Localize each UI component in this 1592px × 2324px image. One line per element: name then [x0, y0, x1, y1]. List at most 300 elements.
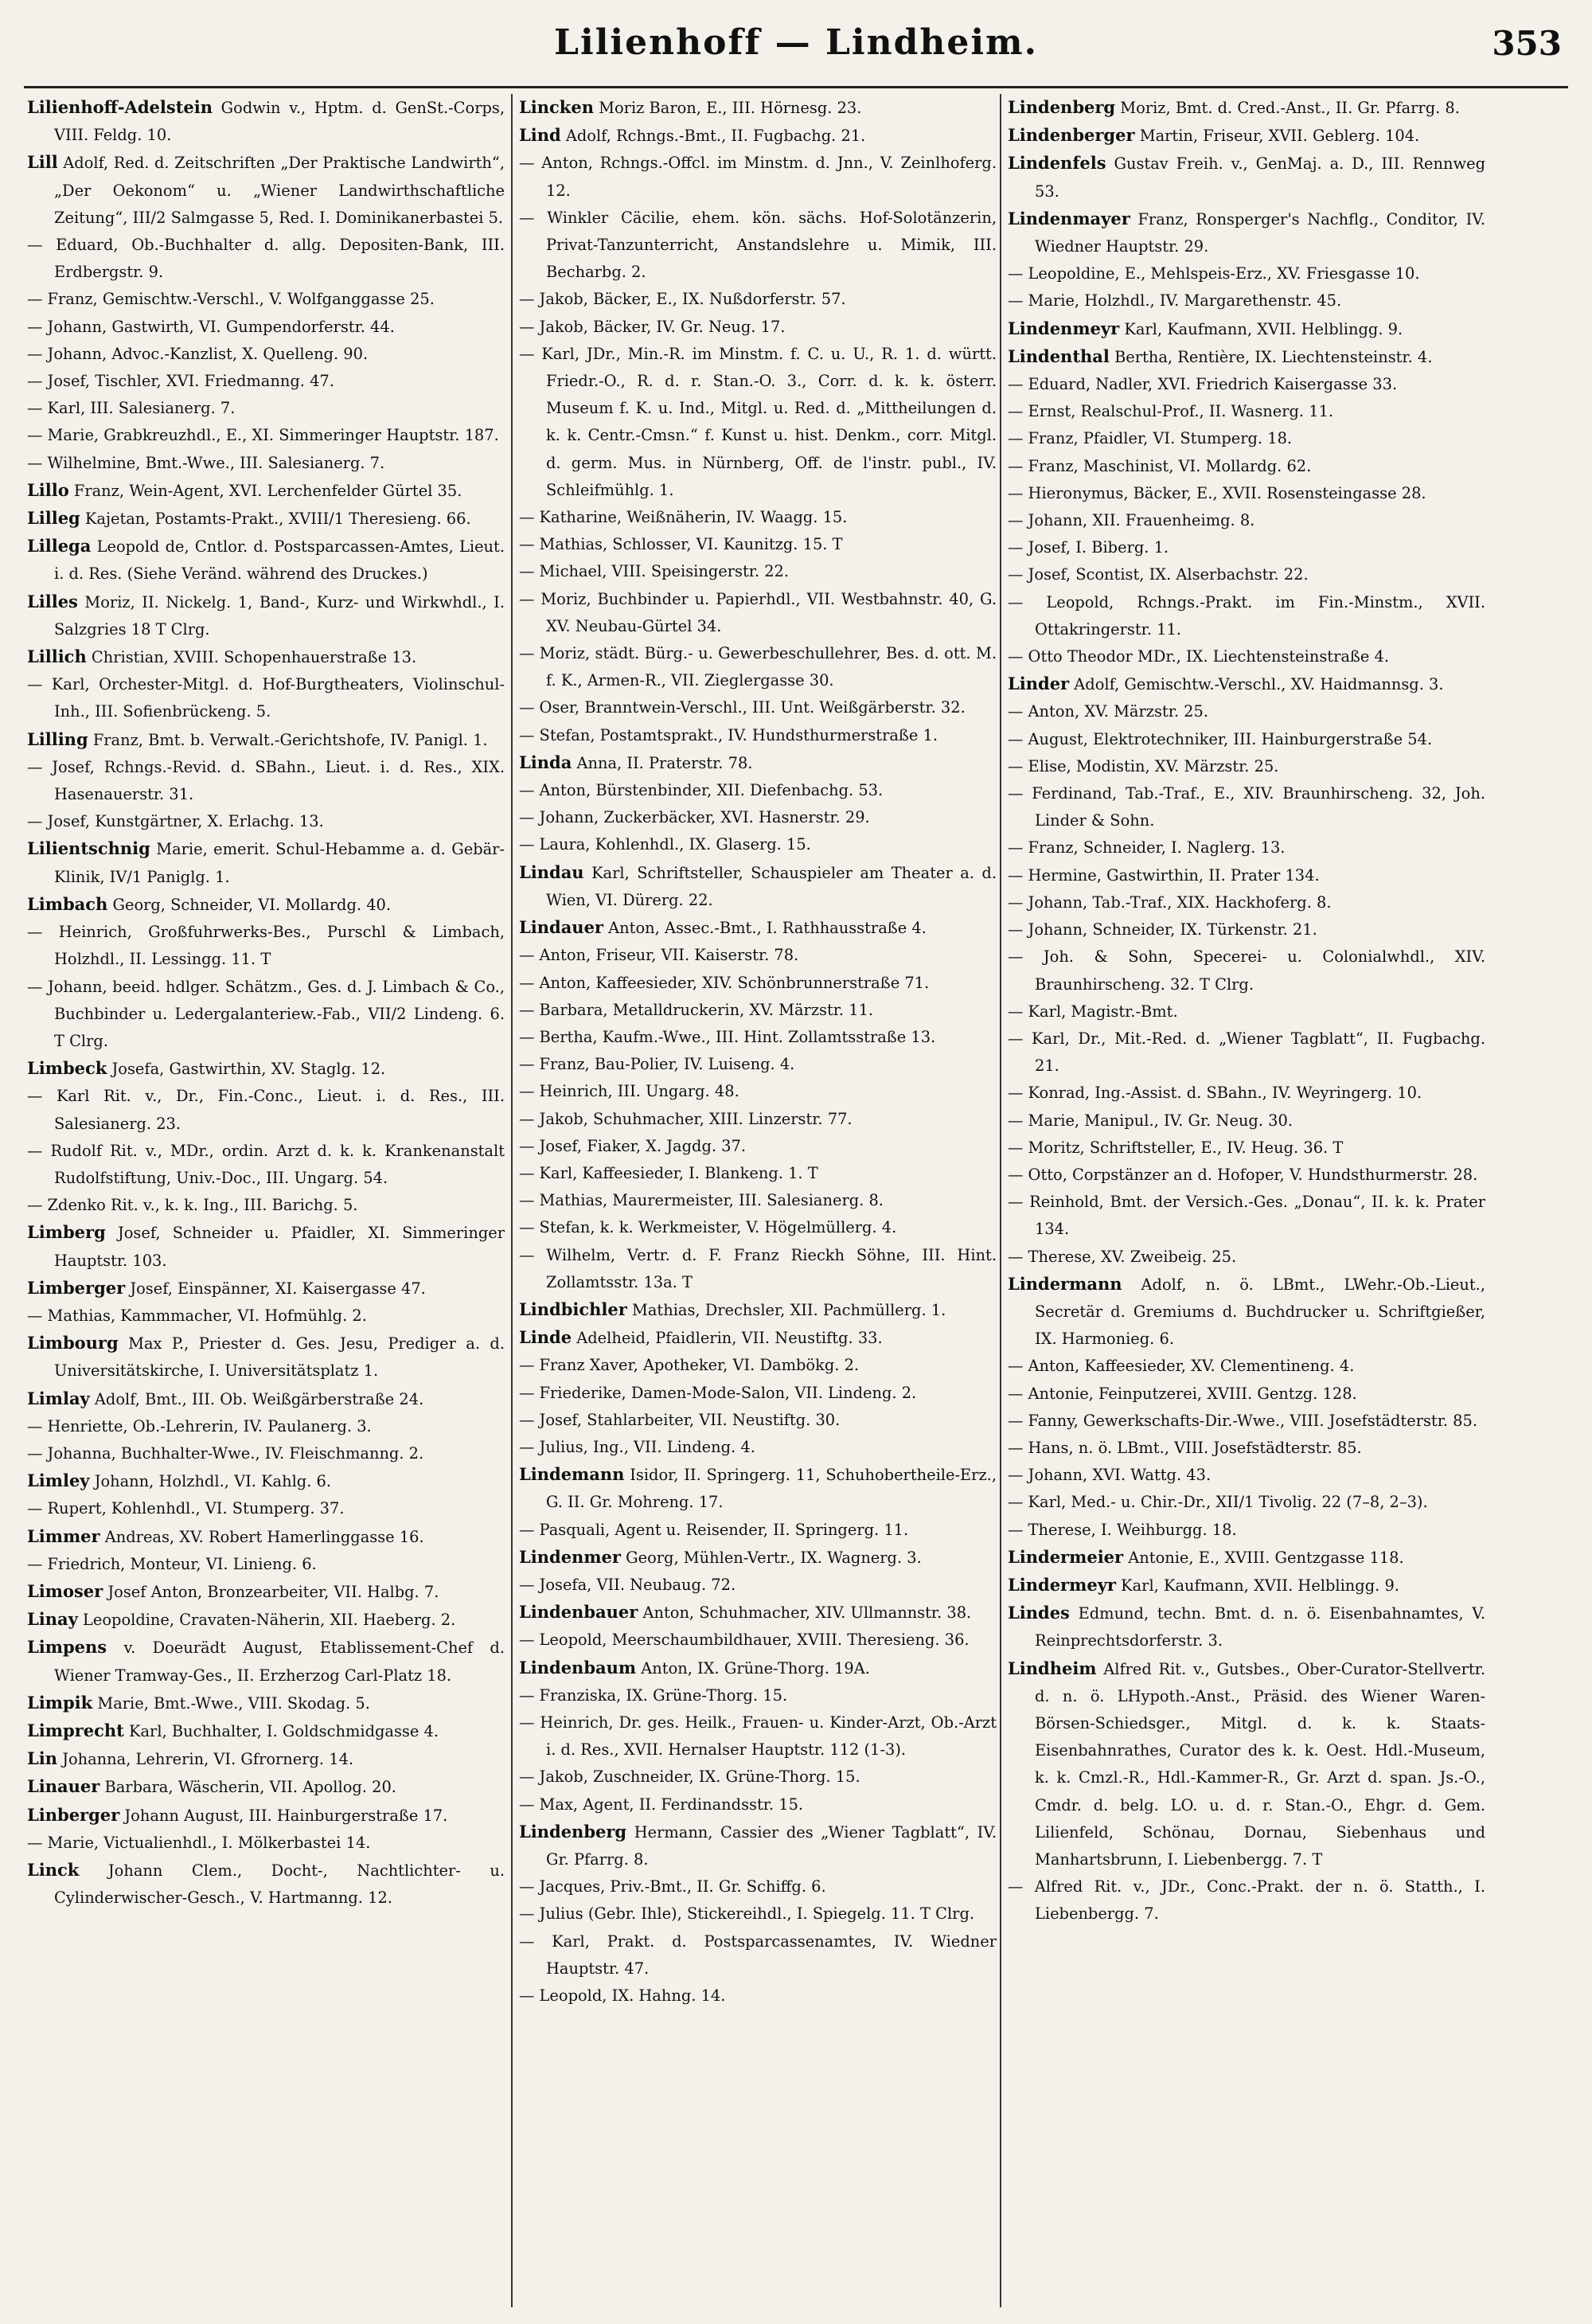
entry-details: Leopold de, Cntlor. d. Postsparcassen-Amtes, Lieut. i. d. Res. (Siehe Veränd. während des Druckes.)	[54, 537, 505, 584]
entry-details: Adelheid, Pfaidlerin, VII. Neustiftg. 33.	[576, 1329, 883, 1348]
directory-entry	[519, 1764, 997, 1791]
entry-details: Anton, Assec.-Bmt., I. Rathhausstraße 4.	[608, 919, 927, 938]
entry-details: Max P., Priester d. Ges. Jesu, Prediger a. d. Universitätskirche, I. Universitätsplatz 1.	[54, 1334, 505, 1381]
directory-entry	[519, 694, 997, 721]
entry-details: — Josef, Fiaker, X. Jagdg. 37.	[519, 1136, 747, 1155]
entry-surname: Linauer	[27, 1776, 100, 1797]
directory-entry	[27, 891, 505, 919]
entry-surname: Lindenmeyr	[1008, 318, 1120, 338]
directory-entry	[27, 1857, 505, 1912]
entry-details: — Johanna, Buchhalter-Wwe., IV. Fleischmanng. 2.	[27, 1443, 424, 1463]
directory-entry	[1008, 480, 1485, 507]
entry-surname: Limpik	[27, 1692, 93, 1713]
entry-details: — Eduard, Ob.-Buchhalter d. allg. Depositen-Bank, III. Erdbergstr. 9.	[27, 236, 505, 282]
entry-details: — Laura, Kohlenhdl., IX. Glaserg. 15.	[519, 835, 811, 854]
directory-entry	[1008, 670, 1485, 698]
entry-surname: Lindes	[1008, 1603, 1070, 1623]
entry-details: — Karl, JDr., Min.-R. im Minstm. f. C. u. U., R. 1. d. württ. Friedr.-O., R. d. r. Stan.-O. 3., Corr. d. k. k. österr. Museum f. K. u. Ind., Mitgl. u. Red. d. „Mittheilungen d. k. k. Centr.-Cmsn.“ f. Kunst u. hist. Denkm., corr. Mitgl. d. germ. Mus. in Nürnberg, Off. de l'instr. publ., IV. Schleifmühlg. 1.	[519, 344, 997, 499]
directory-entry	[519, 1873, 997, 1900]
entry-surname: Lindenfels	[1008, 153, 1106, 174]
directory-entry	[519, 314, 997, 341]
directory-entry	[27, 1745, 505, 1773]
entry-details: Karl, Buchhalter, I. Goldschmidgasse 4.	[129, 1721, 439, 1740]
entry-details: Martin, Friseur, XVII. Geblerg. 104.	[1139, 127, 1420, 146]
entry-details: Andreas, XV. Robert Hamerlinggasse 16.	[104, 1527, 424, 1546]
directory-entry	[1008, 1381, 1485, 1408]
entry-details: — Moriz, städt. Bürg.- u. Gewerbeschullehrer, Bes. d. ott. M. f. K., Armen-R., VII. Zieglergasse 30.	[519, 644, 997, 690]
entry-details: — Eduard, Nadler, XVI. Friedrich Kaisergasse 33.	[1008, 375, 1398, 394]
entry-details: — Therese, XV. Zweibeig. 25.	[1008, 1247, 1237, 1266]
directory-entry	[519, 1928, 997, 1982]
directory-entry	[27, 1413, 505, 1440]
entry-details: Leopoldine, Cravaten-Näherin, XII. Haeberg. 2.	[83, 1611, 456, 1630]
entry-surname: Lilles	[27, 591, 78, 611]
directory-entry	[1008, 1435, 1485, 1462]
entry-details: — Julius (Gebr. Ihle), Stickereihdl., I. Spiegelg. 11. T Clrg.	[519, 1904, 975, 1924]
directory-entry	[1008, 1544, 1485, 1572]
directory-entry	[519, 1627, 997, 1654]
directory-entry	[519, 1434, 997, 1461]
entry-surname: Limlay	[27, 1388, 90, 1408]
entry-details: — Franz, Bau-Polier, IV. Luiseng. 4.	[519, 1055, 795, 1074]
directory-entry	[519, 640, 997, 694]
directory-entry	[1008, 1271, 1485, 1353]
directory-entry	[1008, 726, 1485, 753]
entry-details: — Oser, Branntwein-Verschl., III. Unt. Weißgärberstr. 32.	[519, 698, 966, 717]
directory-entry	[1008, 122, 1485, 150]
directory-entry	[519, 1352, 997, 1379]
directory-entry	[27, 1440, 505, 1467]
entry-details: — Karl, Orchester-Mitgl. d. Hof-Burgtheaters, Violinschul-Inh., III. Sofienbrückeng. 5.	[27, 675, 505, 721]
directory-entry	[519, 1380, 997, 1407]
entry-details: — Jakob, Bäcker, IV. Gr. Neug. 17.	[519, 317, 786, 336]
entry-details: — Franziska, IX. Grüne-Thorg. 15.	[519, 1685, 788, 1705]
entry-details: — Rupert, Kohlenhdl., VI. Stumperg. 37.	[27, 1499, 345, 1518]
directory-column-2	[519, 94, 997, 2307]
directory-entry	[519, 1051, 997, 1078]
entry-details: Bertha, Rentière, IX. Liechtensteinstr. 4.	[1114, 347, 1433, 366]
entry-details: Johann Clem., Docht-, Nachtlichter- u. Cylinderwischer-Gesch., V. Hartmanng. 12.	[54, 1861, 505, 1908]
entry-surname: Limprecht	[27, 1720, 124, 1740]
directory-entry	[519, 341, 997, 504]
entry-details: — Anton, Bürstenbinder, XII. Diefenbachg. 53.	[519, 781, 884, 800]
directory-entry	[27, 1551, 505, 1578]
entry-details: — Anton, XV. Märzstr. 25.	[1008, 702, 1209, 721]
directory-entry	[1008, 205, 1485, 260]
directory-entry	[519, 997, 997, 1024]
entry-surname: Limmer	[27, 1525, 100, 1546]
directory-entry	[27, 835, 505, 890]
entry-details: — Michael, VIII. Speisingerstr. 22.	[519, 562, 790, 581]
entry-surname: Lindermeier	[1008, 1546, 1124, 1567]
entry-details: — Karl, Med.- u. Chir.-Dr., XII/1 Tivolig. 22 (7–8, 2–3).	[1008, 1493, 1428, 1512]
entry-details: Johann August, III. Hainburgerstraße 17.	[124, 1806, 448, 1825]
entry-details: — Bertha, Kaufm.-Wwe., III. Hint. Zollamtsstraße 13.	[519, 1027, 936, 1046]
directory-entry	[519, 1133, 997, 1160]
directory-entry	[27, 1578, 505, 1606]
entry-surname: Lindenthal	[1008, 346, 1110, 366]
entry-details: Josef Anton, Bronzearbeiter, VII. Halbg. 7.	[107, 1582, 439, 1601]
entry-details: — Heinrich, Großfuhrwerks-Bes., Purschl & Limbach, Holzhdl., II. Lessingg. 11. T	[27, 923, 505, 969]
directory-entry	[27, 1083, 505, 1137]
entry-details: — Josef, Stahlarbeiter, VII. Neustiftg. 30.	[519, 1410, 841, 1429]
directory-entry	[1008, 343, 1485, 371]
entry-details: Georg, Schneider, VI. Mollardg. 40.	[112, 895, 392, 914]
directory-entry	[1008, 698, 1485, 725]
entry-surname: Lindbichler	[519, 1299, 627, 1319]
directory-entry	[519, 1106, 997, 1133]
entry-details: — Mathias, Kammmacher, VI. Hofmühlg. 2.	[27, 1306, 367, 1325]
directory-entry	[1008, 1080, 1485, 1107]
entry-details: — Stefan, Postamtsprakt., IV. Hundsthurmerstraße 1.	[519, 725, 938, 744]
directory-entry	[519, 1791, 997, 1818]
entry-details: — Jakob, Zuschneider, IX. Grüne-Thorg. 15.	[519, 1767, 860, 1787]
directory-entry	[27, 671, 505, 725]
directory-entry	[519, 1242, 997, 1296]
entry-details: — Barbara, Metalldruckerin, XV. Märzstr. 11.	[519, 1000, 874, 1019]
directory-entry	[27, 477, 505, 505]
entry-details: — Friedrich, Monteur, VI. Linieng. 6.	[27, 1554, 317, 1573]
directory-entry	[1008, 150, 1485, 205]
directory-entry	[27, 1055, 505, 1083]
entry-surname: Lilleg	[27, 508, 80, 529]
entry-surname: Lindenberg	[519, 1821, 627, 1842]
directory-entry	[27, 422, 505, 449]
entry-details: Marie, Bmt.-Wwe., VIII. Skodag. 5.	[97, 1693, 370, 1713]
directory-entry	[519, 286, 997, 313]
directory-entry	[519, 1517, 997, 1544]
entry-surname: Lillich	[27, 646, 87, 667]
directory-entry	[519, 94, 997, 122]
entry-surname: Linay	[27, 1609, 78, 1630]
directory-entry	[519, 150, 997, 204]
entry-surname: Limoser	[27, 1580, 103, 1601]
directory-entry	[27, 94, 505, 149]
entry-details: Adolf, Red. d. Zeitschriften „Der Praktische Landwirth“, „Der Oekonom“ u. „Wiener Landwirthschaftliche Zeitung“, III/2 Salmgasse 5, Red. I. Dominikanerbastei 5.	[54, 154, 505, 227]
entry-details: Hermann, Cassier des „Wiener Tagblatt“, IV. Gr. Pfarrg. 8.	[546, 1822, 997, 1869]
entry-surname: Limberger	[27, 1277, 126, 1298]
entry-details: — Franz Xaver, Apotheker, VI. Dambökg. 2.	[519, 1356, 860, 1375]
entry-surname: Lillega	[27, 536, 92, 557]
entry-details: Adolf, Rchngs.-Bmt., II. Fugbachg. 21.	[565, 127, 866, 146]
entry-details: — Leopoldine, E., Mehlspeis-Erz., XV. Friesgasse 10.	[1008, 264, 1420, 283]
directory-entry	[27, 1385, 505, 1413]
entry-details: Alfred Rit. v., Gutsbes., Ober-Curator-Stellvertr. d. n. ö. LHypoth.-Anst., Präsid. des Wiener Waren-Börsen-Schiedsger., Mitgl. d. k. k. Staats-Eisenbahnrathes, Curator des k. k. Oest. Hdl.-Museum, k. k. Cmzl.-R., Hdl.-Kammer-R., Gr. Arzt d. span. Js.-O., Cmdr. d. belg. LO. u. d. r. Stan.-O., Ehgr. d. Gem. Lilienfeld, Schönau, Dornau, Siebenhaus und Manhartsbrunn, I. Liebenbergg. 7. T	[1035, 1659, 1485, 1869]
entry-surname: Lincken	[519, 97, 594, 117]
directory-entry	[27, 643, 505, 671]
directory-entry	[519, 859, 997, 914]
entry-surname: Limpens	[27, 1637, 107, 1658]
entry-details: — Wilhelmine, Bmt.-Wwe., III. Salesianerg. 7.	[27, 453, 385, 472]
entry-details: — Franz, Maschinist, VI. Mollardg. 62.	[1008, 456, 1312, 475]
entry-details: Josefa, Gastwirthin, XV. Staglg. 12.	[111, 1060, 386, 1079]
directory-entry	[1008, 287, 1485, 314]
directory-entry	[1008, 916, 1485, 943]
directory-entry	[1008, 589, 1485, 643]
entry-details: Barbara, Wäscherin, VII. Apollog. 20.	[104, 1778, 396, 1797]
directory-entry	[27, 505, 505, 533]
directory-entry	[27, 1606, 505, 1634]
entry-details: v. Doeurädt August, Etablissement-Chef d. Wiener Tramway-Ges., II. Erzherzog Carl-Platz 18.	[54, 1639, 505, 1685]
directory-entry	[1008, 1244, 1485, 1271]
entry-details: — Reinhold, Bmt. der Versich.-Ges. „Donau“, II. k. k. Prater 134.	[1008, 1193, 1485, 1239]
entry-details: — Heinrich, III. Ungarg. 48.	[519, 1082, 739, 1101]
entry-details: — Zdenko Rit. v., k. k. Ing., III. Barichg. 5.	[27, 1196, 358, 1215]
directory-entry	[519, 749, 997, 777]
entry-details: — Leopold, IX. Hahng. 14.	[519, 1986, 726, 2006]
directory-entry	[1008, 834, 1485, 861]
entry-surname: Lindermann	[1008, 1273, 1122, 1294]
entry-details: Moriz, Bmt. d. Cred.-Anst., II. Gr. Pfarrg. 8.	[1120, 99, 1460, 117]
directory-entry	[519, 205, 997, 287]
entry-details: — Konrad, Ing.-Assist. d. SBahn., IV. Weyringerg. 10.	[1008, 1084, 1422, 1103]
entry-details: — Johann, Zuckerbäcker, XVI. Hasnerstr. 29.	[519, 808, 870, 827]
entry-surname: Lilienhoff-Adelstein	[27, 97, 213, 117]
entry-details: — Leopold, Rchngs.-Prakt. im Fin.-Minstm., XVII. Ottakringerstr. 11.	[1008, 592, 1485, 639]
entry-details: — Franz, Pfaidler, VI. Stumperg. 18.	[1008, 429, 1293, 448]
directory-entry	[1008, 1107, 1485, 1135]
directory-entry	[27, 533, 505, 588]
entry-details: — Fanny, Gewerkschafts-Dir.-Wwe., VIII. Josefstädterstr. 85.	[1008, 1411, 1478, 1430]
entry-details: Anna, II. Praterstr. 78.	[576, 753, 753, 772]
entry-details: — Henriette, Ob.-Lehrerin, IV. Paulanerg. 3.	[27, 1416, 372, 1435]
directory-entry	[519, 1324, 997, 1352]
directory-entry	[1008, 315, 1485, 343]
directory-entry	[519, 1214, 997, 1241]
directory-entry	[27, 314, 505, 341]
directory-entry	[1008, 1572, 1485, 1599]
directory-entry	[1008, 1489, 1485, 1516]
entry-details: — Karl, Dr., Mit.-Red. d. „Wiener Tagblatt“, II. Fugbachg. 21.	[1008, 1029, 1485, 1076]
entry-details: Franz, Ronsperger's Nachflg., Conditor, IV. Wiedner Hauptstr. 29.	[1035, 209, 1485, 256]
directory-entry	[27, 808, 505, 835]
entry-details: — Anton, Kaffeesieder, XIV. Schönbrunnerstraße 71.	[519, 973, 930, 992]
entry-details: — Karl, Prakt. d. Postsparcassenamtes, IV. Wiedner Hauptstr. 47.	[519, 1931, 997, 1978]
entry-details: — Marie, Victualienhdl., I. Mölkerbastei 14.	[27, 1833, 371, 1852]
directory-entry	[519, 1544, 997, 1572]
directory-entry	[27, 1689, 505, 1717]
directory-entry	[519, 586, 997, 640]
entry-details: — Karl, III. Salesianerg. 7.	[27, 399, 236, 418]
entry-surname: Lindenberg	[1008, 97, 1116, 117]
directory-entry	[519, 1024, 997, 1051]
entry-surname: Lindermeyr	[1008, 1574, 1116, 1595]
entry-details: — Marie, Grabkreuzhdl., E., XI. Simmeringer Hauptstr. 187.	[27, 426, 499, 445]
entry-surname: Lindemann	[519, 1464, 625, 1485]
directory-entry	[519, 1599, 997, 1627]
page-number: 353	[1492, 24, 1562, 63]
directory-entry	[519, 1572, 997, 1599]
entry-details: — Therese, I. Weihburgg. 18.	[1008, 1520, 1237, 1539]
directory-entry	[27, 1138, 505, 1192]
entry-details: — Karl, Kaffeesieder, I. Blankeng. 1. T	[519, 1163, 818, 1182]
directory-entry	[27, 1467, 505, 1495]
entry-details: — Winkler Cäcilie, ehem. kön. sächs. Hof-Solotänzerin, Privat-Tanzunterricht, Anstandslehre u. Mimik, III. Becharbg. 2.	[519, 208, 997, 282]
entry-surname: Linder	[1008, 674, 1070, 694]
directory-entry	[1008, 889, 1485, 916]
entry-details: — Ernst, Realschul-Prof., II. Wasnerg. 11.	[1008, 402, 1334, 421]
directory-entry	[519, 1078, 997, 1105]
entry-details: — Marie, Holzhdl., IV. Margarethenstr. 45.	[1008, 291, 1342, 311]
header-rule	[24, 86, 1568, 88]
directory-entry	[27, 1830, 505, 1857]
entry-details: Adolf, n. ö. LBmt., LWehr.-Ob.-Lieut., Secretär d. Gremiums d. Buchdrucker u. Schriftgießer, IX. Harmonieg. 6.	[1035, 1275, 1485, 1349]
entry-surname: Lindheim	[1008, 1658, 1097, 1678]
entry-details: — Josef, Rchngs.-Revid. d. SBahn., Lieut. i. d. Res., XIX. Hasenauerstr. 31.	[27, 757, 505, 804]
directory-entry	[27, 726, 505, 754]
entry-details: — Anton, Friseur, VII. Kaiserstr. 78.	[519, 946, 799, 965]
entry-details: Christian, XVIII. Schopenhauerstraße 13.	[91, 648, 417, 667]
entry-details: — Johann, Gastwirth, VI. Gumpendorferstr. 44.	[27, 317, 395, 336]
entry-details: — Marie, Manipul., IV. Gr. Neug. 30.	[1008, 1111, 1294, 1130]
entry-details: Antonie, E., XVIII. Gentzgasse 118.	[1128, 1548, 1404, 1567]
directory-entry	[1008, 425, 1485, 452]
entry-details: — Mathias, Schlosser, VI. Kaunitzg. 15. T	[519, 535, 843, 554]
directory-entry	[519, 1982, 997, 2010]
directory-entry	[1008, 753, 1485, 780]
directory-entry	[27, 1192, 505, 1219]
column-divider	[511, 94, 513, 2307]
entry-details: Godwin v., Hptm. d. GenSt.-Corps, VIII. Feldg. 10.	[54, 99, 505, 145]
directory-entry	[1008, 398, 1485, 425]
directory-entry	[27, 1275, 505, 1303]
entry-details: — Josefa, VII. Neubaug. 72.	[519, 1575, 736, 1594]
entry-surname: Lindenbauer	[519, 1602, 638, 1623]
directory-entry	[1008, 453, 1485, 480]
entry-details: Anton, Schuhmacher, XIV. Ullmannstr. 38.	[642, 1603, 972, 1623]
entry-surname: Limley	[27, 1471, 90, 1491]
directory-entry	[519, 531, 997, 558]
entry-details: — Otto, Corpstänzer an d. Hofoper, V. Hundsthurmerstr. 28.	[1008, 1165, 1478, 1184]
entry-details: Georg, Mühlen-Vertr., IX. Wagnerg. 3.	[626, 1548, 922, 1567]
directory-entry	[519, 1187, 997, 1214]
directory-entry	[1008, 260, 1485, 287]
entry-details: Adolf, Bmt., III. Ob. Weißgärberstraße 24.	[94, 1389, 424, 1408]
directory-entry	[27, 1717, 505, 1745]
entry-details: — Hans, n. ö. LBmt., VIII. Josefstädterstr. 85.	[1008, 1438, 1362, 1457]
entry-details: Gustav Freih. v., GenMaj. a. D., III. Rennweg 53.	[1035, 154, 1485, 201]
entry-details: Moriz, II. Nickelg. 1, Band-, Kurz- und Wirkwhdl., I. Salzgries 18 T Clrg.	[54, 592, 505, 639]
entry-details: — Franz, Schneider, I. Naglerg. 13.	[1008, 838, 1286, 857]
entry-surname: Lindenmayer	[1008, 208, 1130, 228]
directory-entry	[27, 1523, 505, 1551]
directory-column-3	[1008, 94, 1485, 2307]
directory-entry	[27, 588, 505, 643]
entry-details: Franz, Wein-Agent, XVI. Lerchenfelder Gürtel 35.	[73, 481, 462, 500]
entry-details: Franz, Bmt. b. Verwalt.-Gerichtshofe, IV. Panigl. 1.	[92, 730, 488, 749]
directory-entry	[1008, 862, 1485, 889]
entry-surname: Linda	[519, 752, 572, 772]
directory-entry	[1008, 780, 1485, 834]
directory-entry	[1008, 1408, 1485, 1435]
entry-details: Kajetan, Postamts-Prakt., XVIII/1 Theresieng. 66.	[84, 510, 471, 529]
entry-surname: Linde	[519, 1327, 572, 1348]
entry-details: — Julius, Ing., VII. Lindeng. 4.	[519, 1437, 755, 1456]
entry-details: Josef, Schneider u. Pfaidler, XI. Simmeringer Hauptstr. 103.	[54, 1224, 505, 1270]
entry-details: — Hieronymus, Bäcker, E., XVII. Rosensteingasse 28.	[1008, 483, 1426, 502]
directory-entry	[27, 395, 505, 422]
directory-entry	[1008, 1599, 1485, 1654]
directory-entry	[27, 286, 505, 313]
directory-entry	[519, 1818, 997, 1873]
entry-details: — Karl, Magistr.-Bmt.	[1008, 1002, 1178, 1021]
directory-entry	[27, 919, 505, 973]
entry-surname: Lindauer	[519, 917, 603, 938]
entry-surname: Lindenmer	[519, 1546, 621, 1567]
entry-details: — Ferdinand, Tab.-Traf., E., XIV. Braunhirscheng. 32, Joh. Linder & Sohn.	[1008, 784, 1485, 830]
entry-details: Karl, Schriftsteller, Schauspieler am Theater a. d. Wien, VI. Dürerg. 22.	[546, 863, 997, 909]
entry-details: — Otto Theodor MDr., IX. Liechtensteinstraße 4.	[1008, 647, 1390, 666]
entry-surname: Lill	[27, 152, 58, 173]
directory-entry	[519, 804, 997, 831]
entry-details: — Antonie, Feinputzerei, XVIII. Gentzg. 128.	[1008, 1384, 1357, 1403]
directory-entry	[27, 149, 505, 232]
entry-surname: Lin	[27, 1748, 58, 1769]
directory-entry	[1008, 534, 1485, 561]
directory-entry	[1008, 998, 1485, 1025]
directory-entry	[27, 1330, 505, 1385]
directory-entry	[1008, 643, 1485, 670]
entry-surname: Lind	[519, 125, 561, 146]
entry-details: — Elise, Modistin, XV. Märzstr. 25.	[1008, 756, 1279, 775]
entry-details: Moriz Baron, E., III. Hörnesg. 23.	[599, 99, 862, 117]
directory-entry	[1008, 1162, 1485, 1189]
entry-details: — Anton, Rchngs.-Offcl. im Minstm. d. Jnn., V. Zeinlhoferg. 12.	[519, 154, 997, 200]
entry-details: — Mathias, Maurermeister, III. Salesianerg. 8.	[519, 1191, 884, 1210]
directory-entry	[519, 504, 997, 531]
page-header	[24, 18, 1568, 70]
directory-entry	[1008, 561, 1485, 588]
entry-details: — Pasquali, Agent u. Reisender, II. Springerg. 11.	[519, 1520, 909, 1539]
entry-details: — Max, Agent, II. Ferdinandsstr. 15.	[519, 1795, 804, 1814]
directory-entry	[27, 341, 505, 368]
entry-details: — Josef, Tischler, XVI. Friedmanng. 47.	[27, 372, 334, 391]
directory-entry	[27, 1634, 505, 1689]
entry-details: — Moritz, Schriftsteller, E., IV. Heug. 36. T	[1008, 1138, 1344, 1157]
directory-entry	[519, 1160, 997, 1187]
directory-entry	[27, 754, 505, 808]
entry-details: Johann, Holzhdl., VI. Kahlg. 6.	[94, 1472, 332, 1491]
directory-entry	[1008, 507, 1485, 534]
entry-details: Karl, Kaufmann, XVII. Helblingg. 9.	[1121, 1576, 1399, 1595]
entry-details: — August, Elektrotechniker, III. Hainburgerstraße 54.	[1008, 729, 1433, 748]
entry-details: Edmund, techn. Bmt. d. n. ö. Eisenbahnamtes, V. Reinprechtsdorferstr. 3.	[1035, 1604, 1485, 1650]
directory-entry	[27, 450, 505, 477]
running-title: Lilienhoff — Lindheim.	[554, 22, 1038, 63]
directory-entry	[519, 942, 997, 969]
entry-details: Johanna, Lehrerin, VI. Gfrornerg. 14.	[62, 1750, 354, 1769]
entry-details: — Jakob, Schuhmacher, XIII. Linzerstr. 77.	[519, 1109, 853, 1128]
directory-entry	[519, 1654, 997, 1682]
entry-surname: Limberg	[27, 1222, 106, 1243]
entry-details: — Johann, Schneider, IX. Türkenstr. 21.	[1008, 920, 1317, 939]
entry-details: Josef, Einspänner, XI. Kaisergasse 47.	[130, 1279, 426, 1298]
entry-details: — Johann, XII. Frauenheimg. 8.	[1008, 511, 1255, 530]
directory-entry	[27, 232, 505, 286]
entry-details: — Johann, beeid. hdlger. Schätzm., Ges. d. J. Limbach & Co., Buchbinder u. Ledergalanteriew.-Fab., VII/2 Lindeng. 6. T Clrg.	[27, 977, 505, 1050]
directory-entry	[27, 974, 505, 1056]
directory-entry	[519, 722, 997, 749]
entry-details: Anton, IX. Grüne-Thorg. 19A.	[641, 1658, 870, 1678]
entry-details: — Hermine, Gastwirthin, II. Prater 134.	[1008, 865, 1320, 885]
entry-details: Karl, Kaufmann, XVII. Helblingg. 9.	[1124, 319, 1403, 338]
entry-details: Mathias, Drechsler, XII. Pachmüllerg. 1.	[632, 1300, 946, 1319]
directory-entry	[519, 777, 997, 804]
entry-surname: Lillo	[27, 479, 69, 500]
entry-details: — Moriz, Buchbinder u. Papierhdl., VII. Westbahnstr. 40, G. XV. Neubau-Gürtel 34.	[519, 589, 997, 635]
column-divider	[1000, 94, 1001, 2307]
directory-entry	[1008, 1462, 1485, 1489]
